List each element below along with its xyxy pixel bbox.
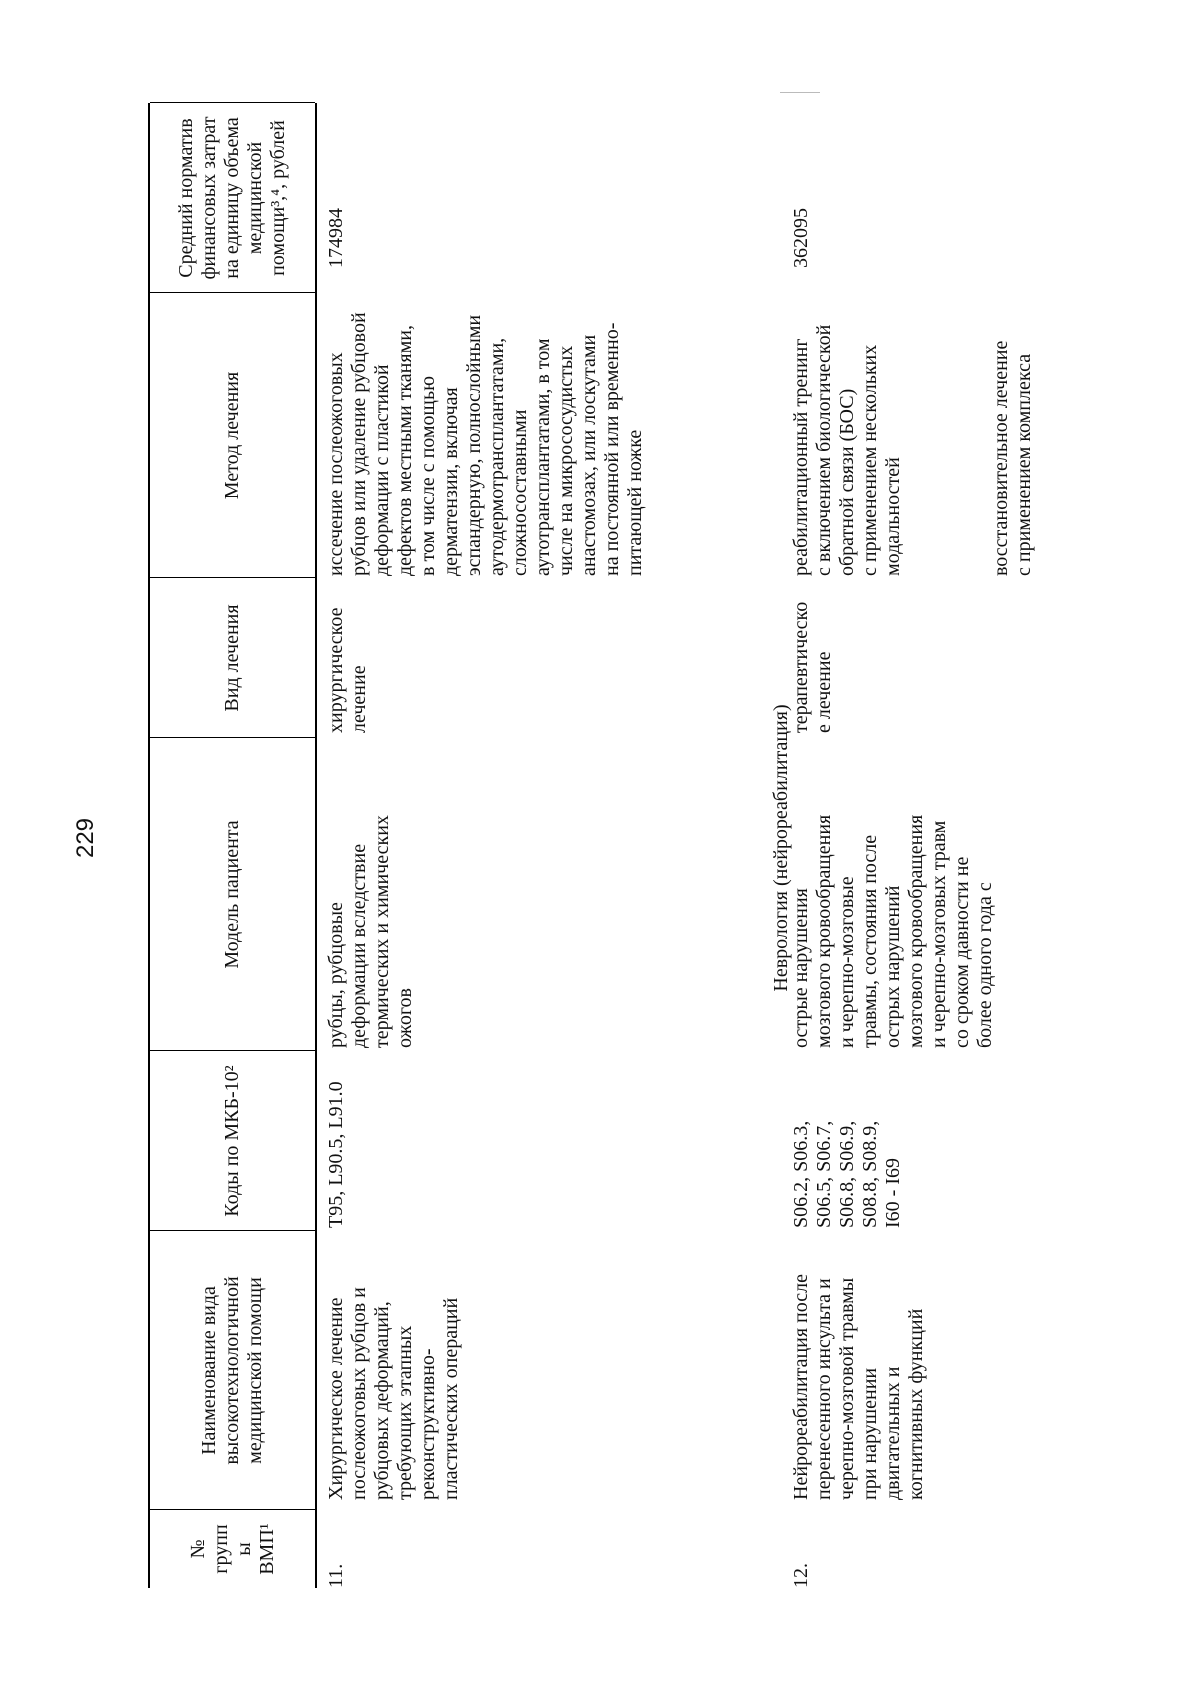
row-11-care-type-name: Хирургическое лечение послеожоговых рубцов и рубцовых деформаций, требующих этапных реконструктивно- пластических операций (325, 1287, 462, 1500)
row-12-treatment-type: терапевтическо е лечение (790, 601, 835, 733)
row-12-icd-codes: S06.2, S06.3, S06.5, S06.7, S06.8, S06.9, S08.8, S08.9, I60 - I69 (790, 1120, 904, 1228)
header-care-type-name: Наименование вида высокотехнологичной медицинской помощи (198, 1276, 266, 1465)
row-12-average-cost: 362095 (790, 208, 812, 268)
row-12-number: 12. (790, 1563, 812, 1588)
row-11-icd-codes: T95, L90.5, L91.0 (325, 1081, 347, 1228)
header-treatment-method: Метод лечения (221, 371, 243, 500)
header-patient-model: Модель пациента (221, 820, 243, 969)
row-11-number: 11. (325, 1563, 347, 1588)
row-11-patient-model: рубцы, рубцовые деформации вследствие термических и химических ожогов (325, 815, 416, 1048)
row-12-treatment-method-2: восстановительное лечение с применением комплекса (990, 340, 1035, 576)
row-11-treatment-method: иссечение послеожоговых рубцов или удаление рубцовой деформации с пластикой дефектов местными тканями, в том числе с помощью дерматензии, включая эспандерную, полнослойными аутодермотрансплантатами, сложносоставными аутотрансплантатами, в том числе на микрососудистых анастомозах, или лоскутами на постоянной или временно- питающей ножке (325, 312, 646, 576)
header-group-number: № групп ы ВМП¹ (186, 1523, 278, 1575)
row-12-care-type-name: Нейрореабилитация после перенесенного инсульта и черепно-мозговой травмы при нарушении двигательных и когнитивных функций (790, 1274, 927, 1500)
header-average-cost: Средний норматив финансовых затрат на единицу объема медицинской помощи³,⁴, рублей (175, 116, 289, 280)
section-heading: Неврология (нейрореабилитация) (770, 704, 792, 992)
row-12-patient-model: острые нарушения мозгового кровообращения и черепно-мозговые травмы, состояния после острых нарушений мозгового кровообращения и черепно-мозговых травм со сроком давности не более одного года с (790, 814, 996, 1048)
header-treatment-type: Вид лечения (221, 604, 243, 712)
row-11-treatment-type: хирургическое лечение (325, 607, 370, 733)
row-12-treatment-method: реабилитационный тренинг с включением биологической обратной связи (БОС) с применением нескольких модальностей (790, 324, 904, 576)
table-header-rule (315, 103, 317, 1588)
row-11-average-cost: 174984 (325, 208, 347, 268)
scan-mark (780, 92, 820, 93)
page-number: 229 (72, 817, 99, 859)
header-icd-codes: Коды по МКБ-10² (221, 1065, 243, 1217)
